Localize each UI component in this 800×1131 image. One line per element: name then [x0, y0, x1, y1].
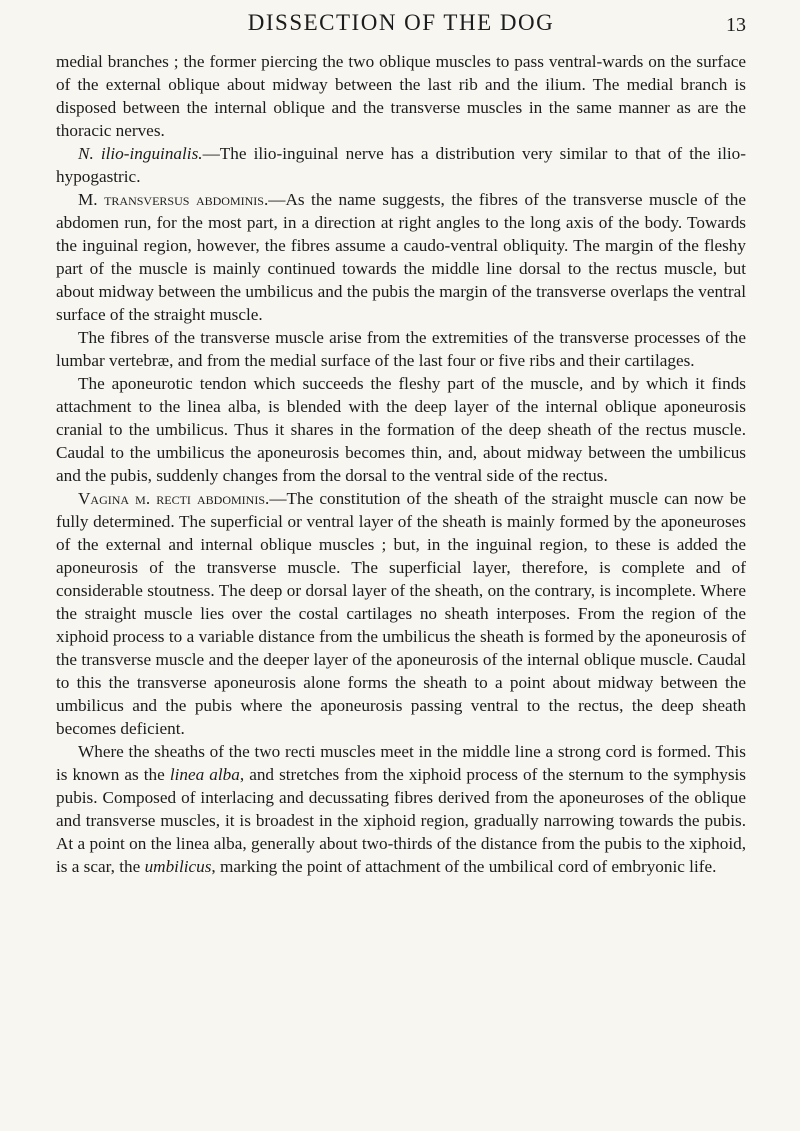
section-heading: M. transversus abdominis. [78, 190, 269, 209]
running-title: DISSECTION OF THE DOG [247, 10, 555, 35]
paragraph [56, 50, 746, 142]
paragraph [56, 142, 746, 188]
paragraph-text: , and stretches from the xiphoid process of the sternum to the symphysis pubis. Composed of interlacing and decussating fibres derived from the aponeuroses of the oblique and transverse muscles, it is broadest in the xiphoid region, gradually narrowing towards the pubis. At a point on the linea alba, generally about two-thirds of the distance from the pubis to the xiphoid, is a scar, the [56, 765, 746, 876]
paragraph-text: —The constitution of the sheath of the straight muscle can now be fully determined. The superficial or ventral layer of the sheath is mainly formed by the aponeuroses of the external and internal oblique muscles ; but, in the inguinal region, to these is added the aponeurosis of the transverse muscle. The superficial layer, therefore, is complete and of considerable stoutness. The deep or dorsal layer of the sheath, on the contrary, is incomplete. Where the straight muscle lies over the costal cartilages no sheath interposes. From the region of the xiphoid process to a variable distance from the umbilicus the sheath is formed by the aponeurosis of the transverse muscle and the deeper layer of the aponeurosis of the internal oblique muscle. Caudal to this the transverse aponeurosis alone forms the sheath to a point about midway between the umbilicus and the pubis where the aponeurosis passing ventral to the rectus, the deep sheath becomes deficient. [56, 489, 746, 738]
section-heading: Vagina m. recti abdominis. [78, 489, 270, 508]
paragraph [56, 740, 746, 878]
paragraph-text: The aponeurotic tendon which succeeds the fleshy part of the muscle, and by which it finds attachment to the linea alba, is blended with the deep layer of the internal oblique aponeurosis cranial to the umbilicus. Thus it shares in the formation of the deep sheath of the rectus muscle. Caudal to the umbilicus the aponeurosis becomes thin, and, about midway between the umbilicus and the pubis, suddenly changes from the dorsal to the ventral side of the rectus. [56, 374, 746, 485]
term-linea-alba: linea alba [169, 765, 240, 784]
term-umbilicus: umbilicus [144, 857, 212, 876]
paragraph [56, 372, 746, 487]
page-number: 13 [726, 14, 746, 36]
paragraph-text: Where the sheaths of the two recti muscles meet in the middle line a strong cord is formed. This is known as the [56, 742, 746, 784]
paragraph-text: —The ilio-inguinal nerve has a distribution very similar to that of the ilio-hypogastric. [56, 144, 746, 186]
paragraph-text: The fibres of the transverse muscle arise from the extremities of the transverse processes of the lumbar vertebræ, and from the medial surface of the last four or five ribs and their cartilages. [56, 328, 746, 370]
body-text [56, 50, 746, 878]
paragraph-text: medial branches ; the former piercing the two oblique muscles to pass ventral-wards on the surface of the external oblique about midway between the last rib and the ilium. The medial branch is disposed between the internal oblique and the transverse muscles in the same manner as are the thoracic nerves. [56, 52, 746, 140]
running-head [56, 6, 746, 40]
paragraph [56, 326, 746, 372]
paragraph [56, 487, 746, 740]
paragraph-text: —As the name suggests, the fibres of the transverse muscle of the abdomen run, for the most part, in a direction at right angles to the long axis of the body. Towards the inguinal region, however, the fibres assume a caudo-ventral obliquity. The margin of the fleshy part of the muscle is mainly continued towards the middle line dorsal to the rectus muscle, but about midway between the umbilicus and the pubis the margin of the transverse overlaps the ventral surface of the straight muscle. [56, 190, 746, 324]
section-heading: N. ilio-inguinalis. [78, 144, 203, 163]
paragraph-text: , marking the point of attachment of the umbilical cord of embryonic life. [211, 857, 717, 876]
paragraph [56, 188, 746, 326]
